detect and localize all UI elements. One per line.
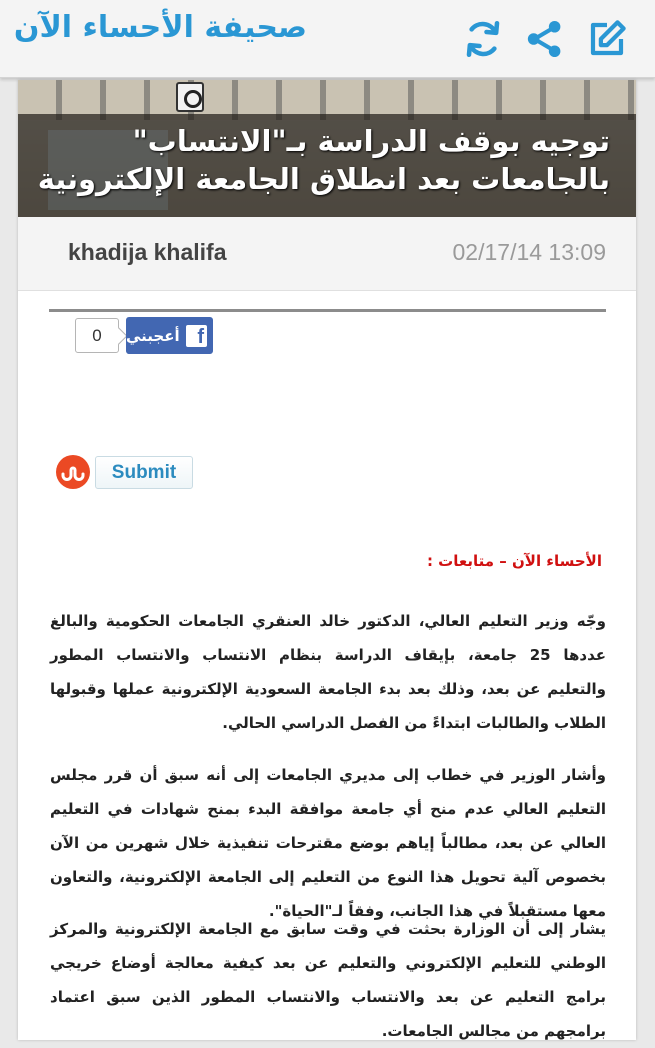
app-title: صحيفة الأحساء الآن — [13, 10, 307, 45]
fb-like-label: أعجبني — [126, 326, 180, 345]
article-paragraph: وأشار الوزير في خطاب إلى مديري الجامعات إلى أنه سبق أن قرر مجلس التعليم العالي عدم منح أي جامعة موافقة البدء بمنح شهادات في التعليم العالي عن بعد، مطالباً إياهم بوضع مقترحات تنفيذية خلال شهرين من الآن بخصوص آلية تحويل هذا النوع من التعليم إلى الجامعة الإلكترونية، والتعاون معها مستقبلاً في هذا الجانب، وفقاً لـ"الحياة". — [50, 766, 606, 920]
app-bar — [0, 0, 655, 78]
compose-icon[interactable] — [584, 16, 630, 62]
article-card — [18, 80, 636, 1040]
article-paragraph: يشار إلى أن الوزارة بحثت في وقت سابق مع الجامعة الإلكترونية والمركز الوطني للتعليم الإلكتروني والتعليم عن بعد كيفية معالجة أوضاع خريجي برامج التعليم عن بعد والانتساب والانتساب المطور الذين سبق اعتماد برامجهم من مجالس الجامعات. — [50, 920, 606, 1040]
share-icon[interactable] — [522, 16, 568, 62]
article-hero[interactable] — [18, 80, 636, 217]
article-date: 02/17/14 13:09 — [452, 239, 606, 265]
refresh-icon[interactable] — [460, 16, 506, 62]
article-title: توجيه بوقف الدراسة بـ"الانتساب" بالجامعات بعد انطلاق الجامعة الإلكترونية — [37, 124, 610, 196]
stumbleupon-icon[interactable] — [56, 455, 90, 489]
article-source: الأحساء الآن – متابعات : — [426, 552, 602, 570]
fb-like-button[interactable] — [126, 317, 213, 354]
facebook-icon: f — [186, 325, 207, 347]
stumbleupon-submit-button[interactable]: Submit — [95, 456, 193, 489]
fb-like-count: 0 — [75, 318, 119, 353]
article-meta — [18, 217, 636, 291]
divider — [49, 309, 606, 312]
article-paragraph: وجّه وزير التعليم العالي، الدكتور خالد العنقري الجامعات الحكومية والبالغ عددها 25 جامعة، بإيقاف الدراسة بنظام الانتساب والانتساب المطور والتعليم عن بعد، وذلك بعد بدء الجامعة السعودية الإلكترونية عملها وقبولها الطلاب والطالبات ابتداءً من الفصل الدراسي الحالي. — [50, 612, 606, 732]
author-name[interactable]: khadija khalifa — [68, 239, 227, 265]
sign-image — [176, 82, 204, 112]
